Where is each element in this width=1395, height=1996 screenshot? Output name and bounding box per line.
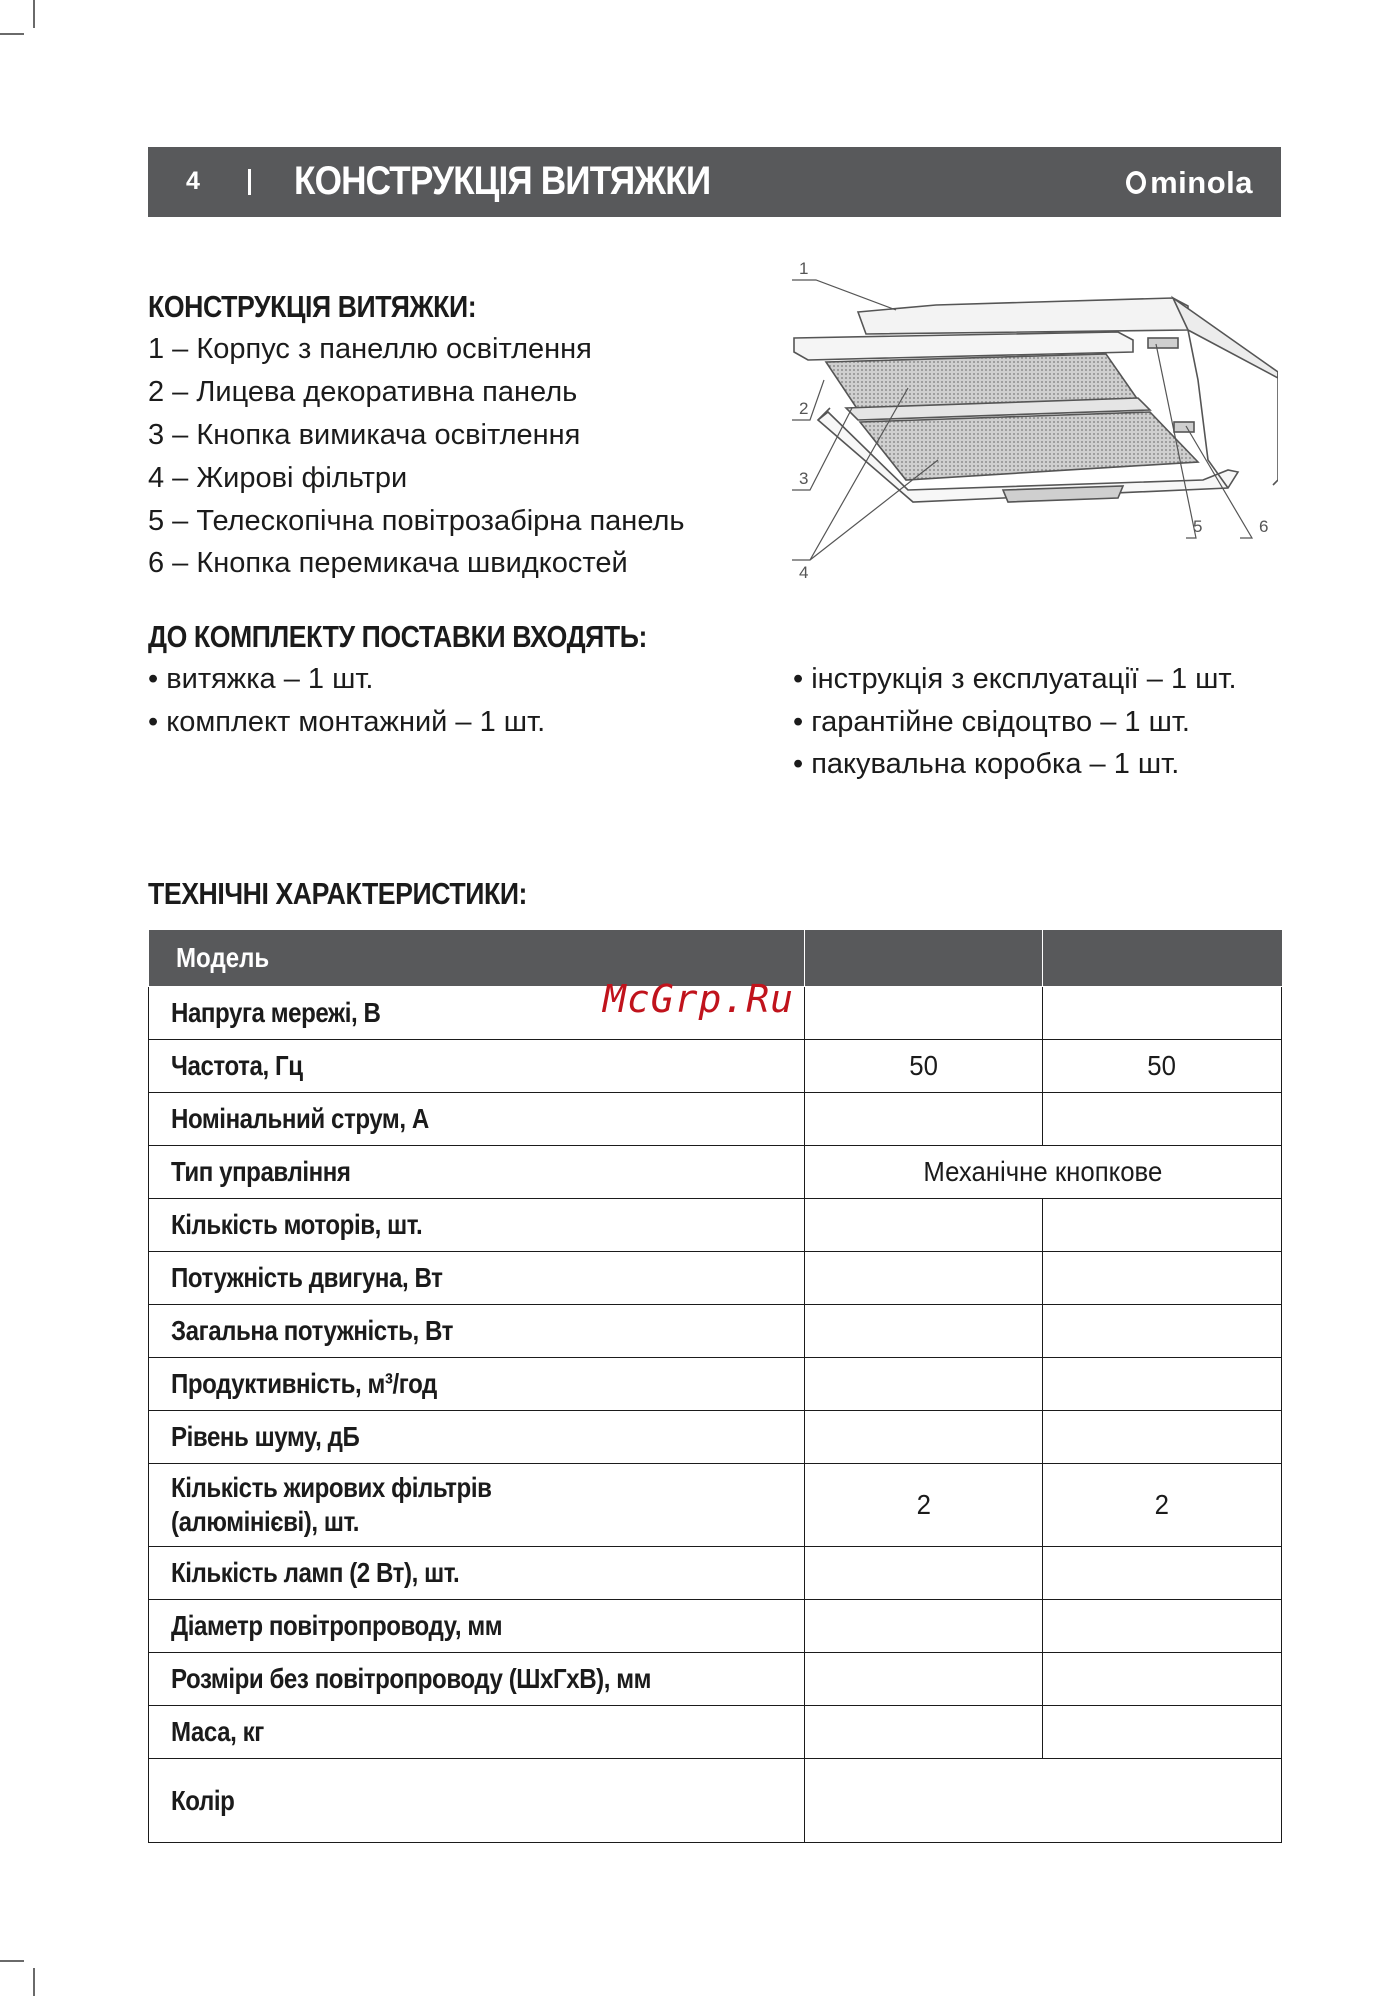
row-value [1043, 1093, 1282, 1146]
construction-item: 4 – Жирові фільтри [148, 462, 408, 494]
row-value-merged: Механічне кнопкове [805, 1146, 1282, 1199]
delivery-heading: ДО КОМПЛЕКТУ ПОСТАВКИ ВХОДЯТЬ: [148, 619, 647, 654]
row-value [1043, 1305, 1282, 1358]
row-value [1043, 1547, 1282, 1600]
row-value [1043, 1411, 1282, 1464]
table-row [149, 1199, 1282, 1252]
brand-logo [1126, 165, 1253, 201]
row-label: Частота, Гц [149, 1040, 805, 1093]
callout-2: 2 [799, 399, 809, 418]
row-value [805, 1305, 1043, 1358]
row-value [805, 1600, 1043, 1653]
logo-ring-icon [1126, 171, 1146, 194]
row-value [1043, 1199, 1282, 1252]
table-row [149, 1093, 1282, 1146]
delivery-item: • витяжка – 1 шт. [148, 663, 374, 695]
row-value: 2 [1043, 1464, 1282, 1547]
row-value: 50 [1043, 1040, 1282, 1093]
watermark: McGrp.Ru [603, 977, 795, 1021]
table-row [149, 1305, 1282, 1358]
table-row [149, 1040, 1282, 1093]
row-value [1043, 1706, 1282, 1759]
construction-item: 3 – Кнопка вимикача освітлення [148, 419, 581, 451]
row-value [805, 1358, 1043, 1411]
model-header-cell [1043, 930, 1282, 987]
delivery-item: • інструкція з експлуатації – 1 шт. [793, 663, 1237, 695]
table-row [149, 1146, 1282, 1199]
callout-1: 1 [799, 260, 809, 278]
page-number: 4 [186, 167, 200, 195]
row-value [805, 1199, 1043, 1252]
row-label: Кількість моторів, шт. [149, 1199, 805, 1252]
row-value [1043, 1653, 1282, 1706]
table-row [149, 1411, 1282, 1464]
crop-mark [0, 1960, 24, 1962]
brand-name: minola [1150, 165, 1253, 200]
model-header-cell [805, 930, 1043, 987]
table-row [149, 1759, 1282, 1843]
specs-table [148, 930, 1282, 1843]
page-title: КОНСТРУКЦІЯ ВИТЯЖКИ [294, 159, 711, 203]
row-value [1043, 1600, 1282, 1653]
row-value [805, 987, 1043, 1040]
row-value [805, 1547, 1043, 1600]
row-label: Потужність двигуна, Вт [149, 1252, 805, 1305]
row-value: 2 [805, 1464, 1043, 1547]
header-divider [248, 159, 251, 199]
callout-5: 5 [1193, 517, 1203, 536]
row-value-merged [805, 1759, 1282, 1843]
row-label: Номінальний струм, А [149, 1093, 805, 1146]
delivery-item: • комплект монтажний – 1 шт. [148, 706, 546, 738]
delivery-item: • гарантійне свідоцтво – 1 шт. [793, 706, 1190, 738]
row-label: Тип управління [149, 1146, 805, 1199]
row-value [1043, 1358, 1282, 1411]
table-row [149, 1706, 1282, 1759]
callout-3: 3 [799, 469, 809, 488]
row-label: Маса, кг [149, 1706, 805, 1759]
construction-item: 2 – Лицева декоративна панель [148, 376, 578, 408]
crop-mark [33, 0, 35, 28]
row-value [805, 1252, 1043, 1305]
delivery-item: • пакувальна коробка – 1 шт. [793, 748, 1180, 780]
crop-mark [33, 1968, 35, 1996]
hood-diagram [788, 260, 1278, 590]
crop-mark [0, 33, 24, 35]
row-label: Рівень шуму, дБ [149, 1411, 805, 1464]
row-label: Колір [149, 1759, 805, 1843]
specs-heading: ТЕХНІЧНІ ХАРАКТЕРИСТИКИ: [148, 876, 528, 911]
row-label: Кількість жирових фільтрів (алюмінієві), шт. [149, 1464, 805, 1547]
row-value [805, 1411, 1043, 1464]
table-row [149, 1252, 1282, 1305]
construction-heading: КОНСТРУКЦІЯ ВИТЯЖКИ: [148, 289, 477, 324]
row-value [1043, 1252, 1282, 1305]
row-value [805, 1706, 1043, 1759]
row-value [805, 1093, 1043, 1146]
table-row [149, 1358, 1282, 1411]
row-label: Продуктивність, м³/год [149, 1358, 805, 1411]
table-row [149, 1600, 1282, 1653]
construction-item: 6 – Кнопка перемикача швидкостей [148, 547, 628, 579]
callout-4: 4 [799, 563, 809, 582]
model-header: Модель [149, 930, 805, 987]
row-value [805, 1653, 1043, 1706]
row-label: Кількість ламп (2 Вт), шт. [149, 1547, 805, 1600]
table-row [149, 1653, 1282, 1706]
callout-6: 6 [1259, 517, 1269, 536]
construction-item: 1 – Корпус з панеллю освітлення [148, 333, 592, 365]
row-label: Загальна потужність, Вт [149, 1305, 805, 1358]
row-label: Розміри без повітропроводу (ШхГхВ), мм [149, 1653, 805, 1706]
row-label: Напруга мережі, В [149, 987, 805, 1040]
table-row [149, 1464, 1282, 1547]
row-label: Діаметр повітропроводу, мм [149, 1600, 805, 1653]
page-header [148, 147, 1281, 217]
table-row [149, 1547, 1282, 1600]
construction-item: 5 – Телескопічна повітрозабірна панель [148, 505, 685, 537]
row-value: 50 [805, 1040, 1043, 1093]
row-value [1043, 987, 1282, 1040]
